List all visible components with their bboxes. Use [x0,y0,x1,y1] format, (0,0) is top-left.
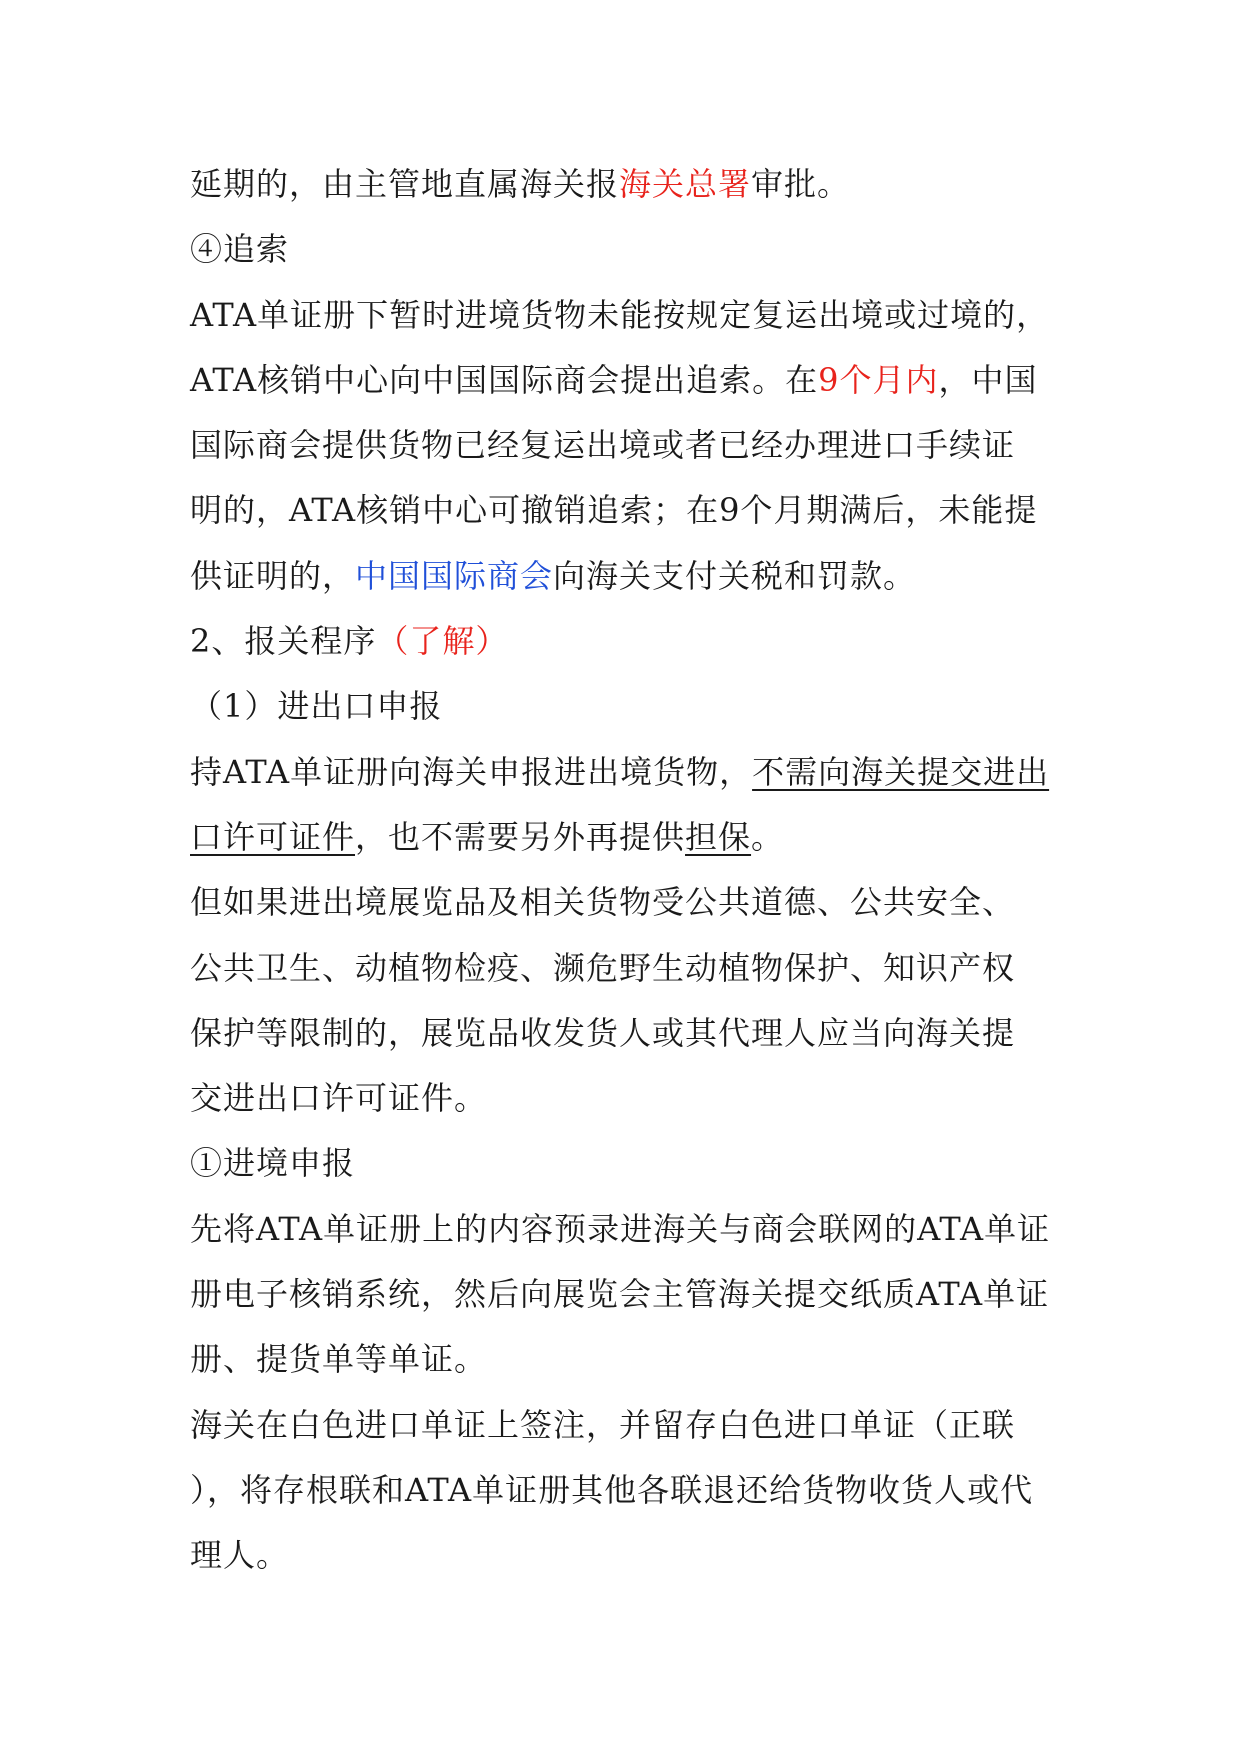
text-line [190,1262,1060,1327]
body-text: 。 [751,817,785,856]
body-text: ATA核销中心向中国国际商会提出追索。在 [190,360,819,399]
highlight-red-text: 海关总署 [619,165,752,203]
underlined-text: 不需向海关提交进出 [752,752,1050,791]
body-text: 供证明的， [190,556,356,595]
text-line [190,283,1060,348]
body-text: 审批。 [751,165,851,203]
body-text: 持ATA单证册向海关申报进出境货物， [190,752,753,791]
text-line [190,740,1060,805]
body-text: 先将ATA单证册上的内容预录进海关与商会联网的ATA单证 [190,1209,1051,1248]
body-text: 但如果进出境展览品及相关货物受公共道德、公共安全、 [190,883,1016,922]
text-line [190,1393,1060,1458]
body-text: ①进境申报 [190,1144,356,1183]
body-text: ，也不需要另外再提供 [355,817,686,856]
body-text: 册电子核销系统，然后向展览会主管海关提交纸质ATA单证 [190,1275,1050,1314]
text-line [190,1001,1060,1066]
text-line [190,544,1060,609]
underlined-text: 口许可证件 [190,817,356,856]
text-line [190,1458,1060,1523]
text-line [190,870,1060,935]
highlight-blue-text: 中国国际商会 [355,556,554,595]
body-text: ），将存根联和ATA单证册其他各联退还给货物收货人或代 [190,1470,1034,1509]
highlight-red-text: （了解） [376,622,509,661]
body-text: 公共卫生、动植物检疫、濒危野生动植物保护、知识产权 [190,948,1016,987]
text-line [190,1327,1060,1392]
body-text: 理人。 [190,1536,290,1575]
body-text: 保护等限制的，展览品收发货人或其代理人应当向海关提 [190,1013,1016,1052]
body-text: ④追索 [190,230,290,269]
document-page [190,152,1060,1589]
body-text: 册、提货单等单证。 [190,1340,488,1379]
text-line [190,217,1060,282]
body-text: 延期的，由主管地直属海关报 [190,165,620,203]
body-text: 交进出口许可证件。 [190,1079,488,1118]
body-text: 国际商会提供货物已经复运出境或者已经办理进口手续证 [190,426,1016,465]
text-line [190,1066,1060,1131]
text-line [190,609,1060,674]
text-line [190,1197,1060,1262]
text-line [190,1131,1060,1196]
body-text: 向海关支付关税和罚款。 [553,556,917,595]
text-line [190,936,1060,1001]
text-line [190,674,1060,739]
body-text: 海关在白色进口单证上签注，并留存白色进口单证（正联 [190,1405,1016,1444]
text-line [190,478,1060,543]
text-line [190,413,1060,478]
text-line [190,1523,1060,1588]
body-text: ，中国 [938,360,1038,399]
body-text: （1）进出口申报 [190,687,443,726]
highlight-red-text: 9个月内 [818,360,939,399]
text-line [190,152,1060,217]
body-text: 2、报关程序 [190,622,377,661]
body-text: ATA单证册下暂时进境货物未能按规定复运出境或过境的， [190,295,1050,334]
text-line [190,805,1060,870]
underlined-text: 担保 [685,817,752,856]
body-text: 明的，ATA核销中心可撤销追索；在9个月期满后，未能提 [190,491,1038,530]
text-line [190,348,1060,413]
